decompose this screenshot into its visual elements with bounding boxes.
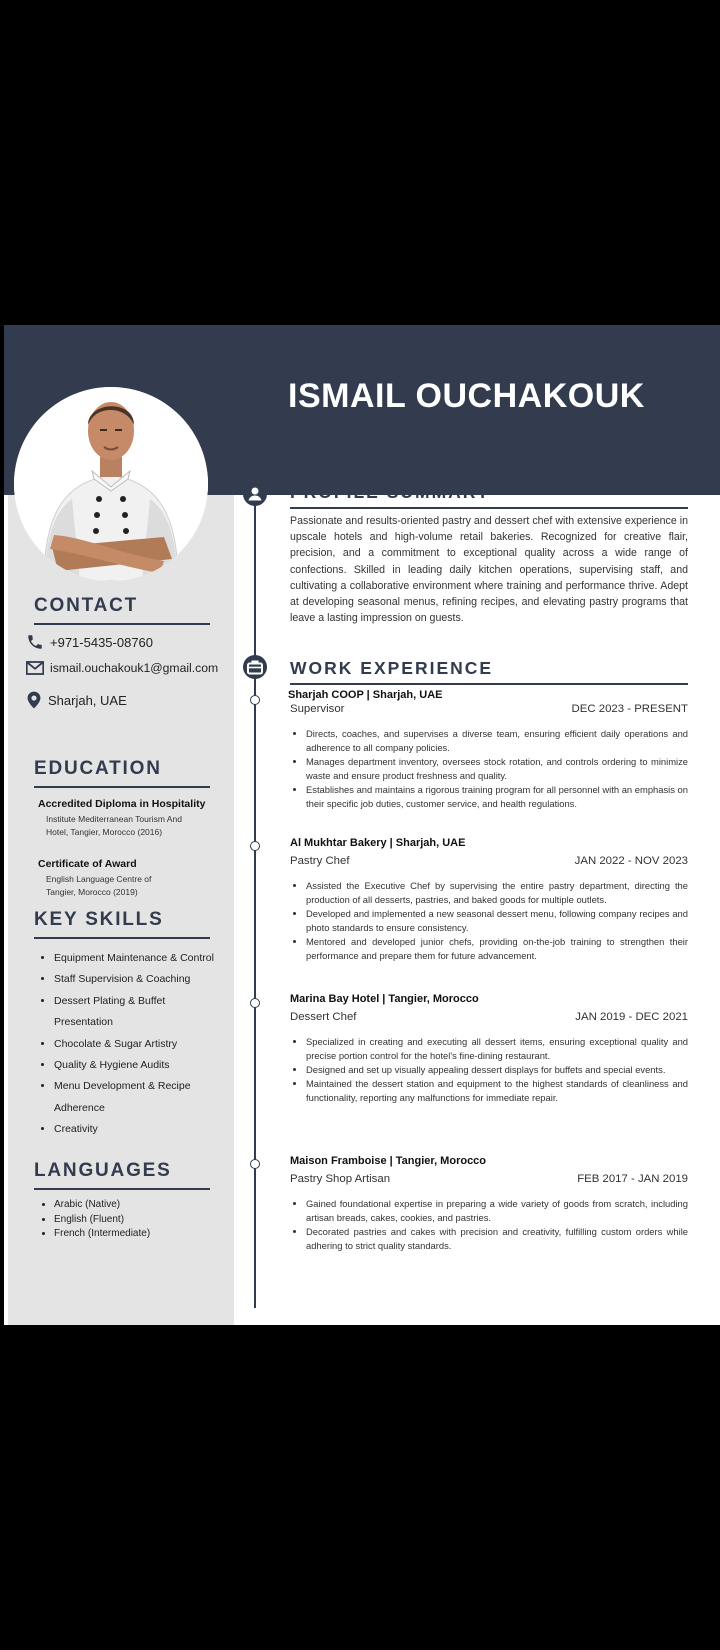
skill-item: • Quality & Hygiene Audits (54, 1055, 224, 1076)
skill-item: • Equipment Maintenance & Control (54, 948, 224, 969)
languages-list (36, 1198, 150, 1242)
summary-rule (290, 507, 688, 509)
skills-rule (34, 937, 210, 939)
summary-heading: PROFILE SUMMARY (290, 482, 491, 502)
job-bullet: • Establishes and maintains a rigorous training program for all personnel with an emphasis on their specific job duties, customer service, and health regulations. (306, 783, 688, 811)
job-bullets (290, 879, 688, 963)
job-dates: JAN 2019 - DEC 2021 (575, 1011, 688, 1023)
job-bullet: • Mentored and developed junior chefs, providing on-the-job training to strengthen their performance and prepare them for future advancement. (306, 935, 688, 963)
job-company: Sharjah COOP | Sharjah, UAE (288, 689, 443, 701)
job-role-line (290, 1011, 688, 1023)
education-item-title: Accredited Diploma in Hospitality (38, 798, 206, 810)
job-entry (290, 837, 688, 963)
languages-heading: LANGUAGES (34, 1160, 172, 1181)
skills-heading: KEY SKILLS (34, 909, 164, 930)
education-detail-line: Tangier, Morocco (2019) (46, 887, 138, 897)
contact-email (26, 661, 218, 675)
job-bullet: • Designed and set up visually appealing dessert displays for buffets and special events. (306, 1063, 688, 1077)
sidebar (8, 495, 234, 1325)
phone-text: +971-5435-08760 (50, 634, 154, 650)
language-item: • English (Fluent) (54, 1213, 150, 1228)
skill-item: • Menu Development & Recipe Adherence (54, 1076, 204, 1119)
experience-heading: WORK EXPERIENCE (290, 658, 494, 678)
education-item-title: Certificate of Award (38, 858, 137, 870)
language-item: • Arabic (Native) (54, 1198, 150, 1213)
job-entry (290, 1155, 688, 1253)
job-role: Pastry Shop Artisan (290, 1173, 391, 1185)
job-bullet: • Gained foundational expertise in preparing a wide variety of goods from scratch, including artisan breads, cakes, cookies, and pastries. (306, 1197, 688, 1225)
email-text: ismail.ouchakouk1@gmail.com (50, 661, 219, 675)
skill-item: • Creativity (54, 1119, 224, 1140)
education-item-detail (46, 813, 216, 839)
mail-icon (26, 661, 44, 675)
timeline-line (254, 503, 256, 1308)
contact-location (26, 691, 127, 709)
person-icon (243, 482, 267, 506)
education-detail-line: Hotel, Tangier, Morocco (2016) (46, 827, 163, 837)
job-company: Maison Framboise | Tangier, Morocco (290, 1155, 487, 1167)
job-role-line (290, 855, 688, 867)
contact-heading: CONTACT (34, 595, 139, 616)
job-role: Pastry Chef (290, 855, 350, 867)
job-bullet: • Manages department inventory, oversees stock rotation, and controls ordering to minimize waste and ensure product freshness and quality. (306, 755, 688, 783)
skills-list (36, 948, 224, 1141)
job-role: Supervisor (290, 703, 345, 715)
job-bullet: • Developed and implemented a new seasonal dessert menu, following company recipes and photo standards to ensure consistency. (306, 907, 688, 935)
education-heading: EDUCATION (34, 758, 162, 779)
resume-page (4, 325, 720, 1325)
candidate-name: ISMAIL OUCHAKOUK (288, 377, 645, 415)
timeline-dot (250, 998, 260, 1008)
skill-item: • Dessert Plating & Buffet Presentation (54, 991, 174, 1034)
job-entry (290, 993, 688, 1105)
job-dates: JAN 2022 - NOV 2023 (574, 855, 688, 867)
location-pin-icon (26, 691, 42, 709)
language-item: • French (Intermediate) (54, 1227, 150, 1242)
contact-rule (34, 623, 210, 625)
job-dates: FEB 2017 - JAN 2019 (577, 1173, 688, 1185)
education-item-detail (46, 873, 216, 899)
job-bullets (290, 727, 688, 811)
location-text: Sharjah, UAE (48, 692, 127, 708)
summary-text: Passionate and results-oriented pastry and dessert chef with extensive experience in upscale hotels and high-volume retail bakeries. Recognized for creative flair, precision, and a commitment to exceptional quality across a wide range of confections. Skilled in leading daily kitchen operations, supervising staff, and cultivating a collaborative environment where training and performance thrive. Adept at developing seasonal menus, refining recipes, and elevating pastry programs that leave a lasting impression on guests. (290, 515, 688, 625)
briefcase-icon (243, 655, 267, 679)
job-bullets (290, 1035, 688, 1105)
job-entry (290, 689, 688, 811)
timeline-dot (250, 841, 260, 851)
education-detail-line: Institute Mediterranean Tourism And (46, 814, 182, 824)
job-bullet: • Specialized in creating and executing all dessert items, ensuring exceptional quality and precise portion control for the hotel's fine-dining restaurant. (306, 1035, 688, 1063)
job-bullet: • Assisted the Executive Chef by supervising the entire pastry department, directing the production of all desserts, pastries, and baked goods for multiple outlets. (306, 879, 688, 907)
job-company: Al Mukhtar Bakery | Sharjah, UAE (290, 837, 466, 849)
timeline-dot (250, 695, 260, 705)
job-role-line (290, 1173, 688, 1185)
timeline-dot (250, 1159, 260, 1169)
job-bullets (290, 1197, 688, 1253)
job-dates: DEC 2023 - PRESENT (571, 703, 688, 715)
phone-icon (26, 633, 44, 651)
skill-item: • Staff Supervision & Coaching (54, 969, 224, 990)
job-bullet: • Directs, coaches, and supervises a diverse team, ensuring efficient daily operations and adherence to all company policies. (306, 727, 688, 755)
education-rule (34, 786, 210, 788)
job-bullet: • Maintained the dessert station and equipment to the highest standards of cleanliness and functionality, reporting any malfunctions for immediate repair. (306, 1077, 688, 1105)
profile-photo (14, 387, 208, 581)
job-role-line (290, 703, 688, 715)
experience-rule (290, 683, 688, 685)
job-role: Dessert Chef (290, 1011, 357, 1023)
job-company: Marina Bay Hotel | Tangier, Morocco (290, 993, 479, 1005)
contact-phone (26, 633, 153, 651)
education-detail-line: English Language Centre of (46, 874, 152, 884)
job-bullet: • Decorated pastries and cakes with precision and creativity, fulfilling custom orders while adhering to strict quality standards. (306, 1225, 688, 1253)
skill-item: • Chocolate & Sugar Artistry (54, 1034, 224, 1055)
languages-rule (34, 1188, 210, 1190)
